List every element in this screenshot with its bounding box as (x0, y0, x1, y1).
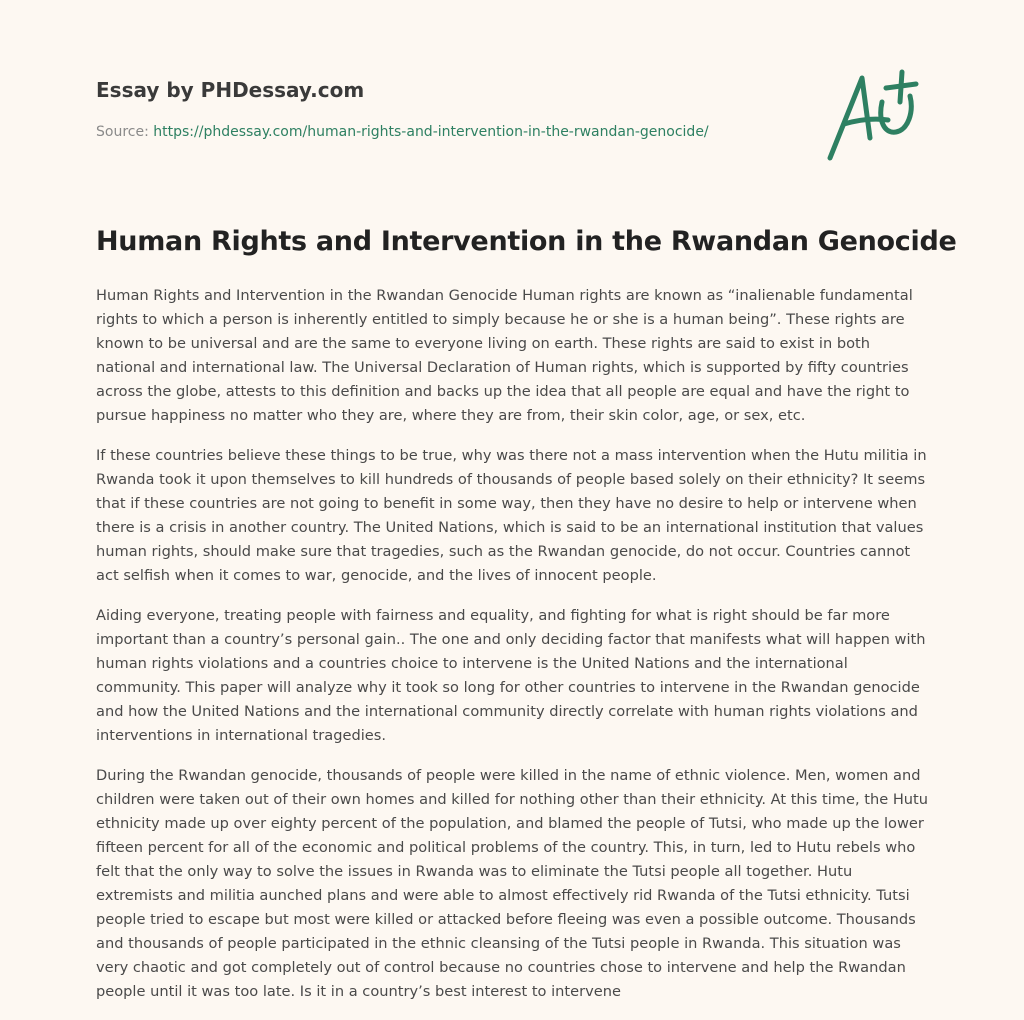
article-title: Human Rights and Intervention in the Rwandan Genocide (96, 226, 957, 257)
paragraph: Aiding everyone, treating people with fairness and equality, and fighting for what is right should be far more important than a country’s personal gain.. The one and only deciding factor that manifests what will happen with human rights violations and a countries choice to intervene is the United Nations and the international community. This paper will analyze why it took so long for other countries to intervene in the Rwandan genocide and how the United Nations and the international community directly correlate with human rights violations and interventions in international tragedies. (96, 607, 926, 744)
a-plus-grade-icon (822, 68, 926, 164)
source-link[interactable]: https://phdessay.com/human-rights-and-intervention-in-the-rwandan-genocide/ (153, 124, 709, 140)
article-body (96, 284, 932, 1020)
source-line (96, 124, 709, 140)
page-header (96, 78, 928, 140)
paragraph: Human Rights and Intervention in the Rwandan Genocide Human rights are known as “inalienable fundamental rights to which a person is inherently entitled to simply because he or she is a human being”. These rights are known to be universal and are the same to everyone living on earth. These rights are said to exist in both national and international law. The Universal Declaration of Human rights, which is supported by fifty countries across the globe, attests to this definition and backs up the idea that all people are equal and have the right to pursue happiness no matter who they are, where they are from, their skin color, age, or sex, etc. (96, 287, 913, 424)
site-brand: Essay by PHDessay.com (96, 78, 365, 102)
paragraph: If these countries believe these things to be true, why was there not a mass intervention when the Hutu militia in Rwanda took it upon themselves to kill hundreds of thousands of people based solely on their ethnicity? It seems that if these countries are not going to benefit in some way, then they have no desire to help or intervene when there is a crisis in another country. The United Nations, which is said to be an international institution that values human rights, should make sure that tragedies, such as the Rwandan genocide, do not occur. Countries cannot act selfish when it comes to war, genocide, and the lives of innocent people. (96, 447, 927, 584)
source-label: Source: (96, 124, 149, 140)
paragraph: During the Rwandan genocide, thousands of people were killed in the name of ethnic violence. Men, women and children were taken out of their own homes and killed for nothing other than their ethnicity. At this time, the Hutu ethnicity made up over eighty percent of the population, and blamed the people of Tutsi, who made up the lower fifteen percent for all of the economic and political problems of the country. This, in turn, led to Hutu rebels who felt that the only way to solve the issues in Rwanda was to eliminate the Tutsi people all together. Hutu extremists and militia aunched plans and were able to almost effectively rid Rwanda of the Tutsi ethnicity. Tutsi people tried to escape but most were killed or attacked before fleeing was even a possible outcome. Thousands and thousands of people participated in the ethnic cleansing of the Tutsi people in Rwanda. This situation was very chaotic and got completely out of control because no countries chose to intervene and help the Rwandan people until it was too late. Is it in a country’s best interest to intervene (96, 767, 929, 1000)
